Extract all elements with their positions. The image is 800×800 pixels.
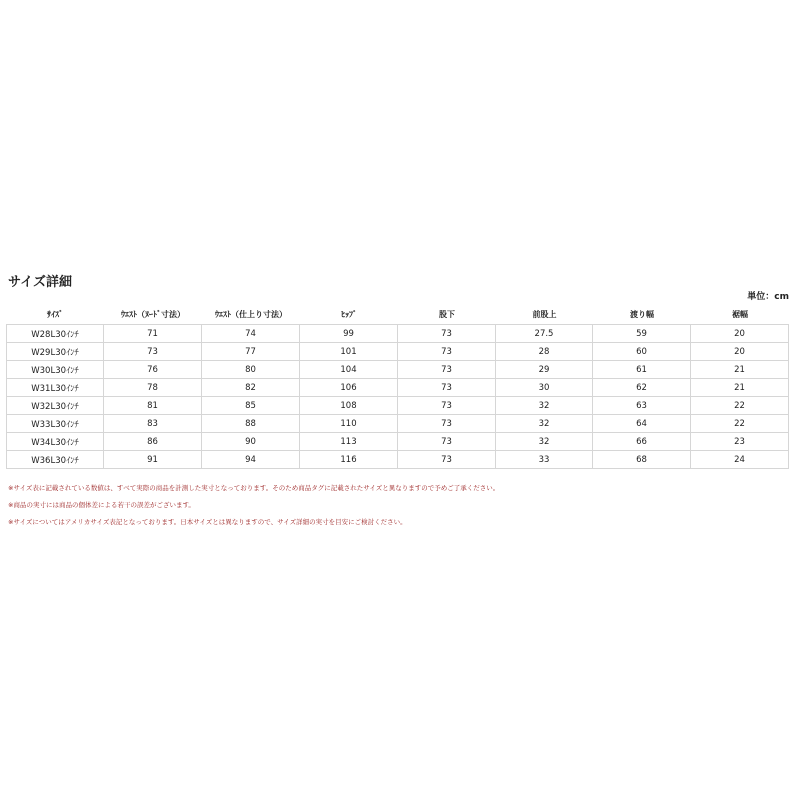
cell-hem-width: 22 (691, 397, 789, 415)
cell-thigh-width: 68 (593, 451, 691, 469)
header-inseam: 股下 (439, 309, 455, 319)
cell-inseam: 73 (398, 397, 496, 415)
cell-hem-width: 24 (691, 451, 789, 469)
cell-hip: 113 (300, 433, 398, 451)
cell-waist-finished: 90 (202, 433, 300, 451)
note-individual-difference: ※商品の実寸には商品の個体差による若干の誤差がございます。 (8, 501, 195, 509)
header-thigh-width: 渡り幅 (630, 309, 654, 319)
table-row (6, 343, 789, 361)
cell-hip: 104 (300, 361, 398, 379)
cell-thigh-width: 60 (593, 343, 691, 361)
cell-hip: 108 (300, 397, 398, 415)
cell-hem-width: 21 (691, 379, 789, 397)
table-row (6, 433, 789, 451)
cell-waist-nude: 81 (104, 397, 202, 415)
cell-hip: 101 (300, 343, 398, 361)
cell-waist-finished: 77 (202, 343, 300, 361)
cell-inseam: 73 (398, 433, 496, 451)
header-waist-finished: ｳｴｽﾄ（仕上り寸法） (215, 309, 287, 319)
header-hem-width: 裾幅 (732, 309, 748, 319)
section-title: サイズ詳細 (8, 275, 72, 290)
cell-waist-nude: 86 (104, 433, 202, 451)
table-row (6, 361, 789, 379)
cell-hip: 110 (300, 415, 398, 433)
cell-hip: 106 (300, 379, 398, 397)
cell-hem-width: 23 (691, 433, 789, 451)
cell-front-rise: 27.5 (496, 324, 593, 343)
cell-waist-nude: 91 (104, 451, 202, 469)
size-table (6, 304, 789, 469)
cell-inseam: 73 (398, 451, 496, 469)
table-header-row (6, 304, 789, 324)
cell-waist-nude: 71 (104, 324, 202, 343)
cell-front-rise: 30 (496, 379, 593, 397)
cell-hem-width: 20 (691, 324, 789, 343)
header-size: ｻｲｽﾞ (47, 309, 63, 319)
notes (8, 484, 499, 535)
cell-size: W32L30ｲﾝﾁ (6, 397, 104, 415)
header-hip: ﾋｯﾌﾟ (341, 309, 357, 319)
table-row (6, 451, 789, 469)
header-waist-nude: ｳｴｽﾄ（ﾇｰﾄﾞ寸法） (121, 309, 185, 319)
cell-front-rise: 33 (496, 451, 593, 469)
cell-hip: 99 (300, 324, 398, 343)
cell-front-rise: 32 (496, 415, 593, 433)
cell-waist-finished: 82 (202, 379, 300, 397)
cell-hem-width: 21 (691, 361, 789, 379)
cell-waist-nude: 73 (104, 343, 202, 361)
cell-size: W28L30ｲﾝﾁ (6, 324, 104, 343)
table-row (6, 415, 789, 433)
cell-size: W30L30ｲﾝﾁ (6, 361, 104, 379)
note-us-sizing: ※サイズについてはアメリカサイズ表記となっております。日本サイズとは異なりますので、サイズ詳細の実寸を目安にご検討ください。 (8, 518, 407, 526)
cell-waist-nude: 83 (104, 415, 202, 433)
cell-hem-width: 20 (691, 343, 789, 361)
cell-thigh-width: 66 (593, 433, 691, 451)
cell-thigh-width: 62 (593, 379, 691, 397)
cell-inseam: 73 (398, 361, 496, 379)
table-row (6, 397, 789, 415)
cell-waist-finished: 80 (202, 361, 300, 379)
cell-thigh-width: 59 (593, 324, 691, 343)
cell-hip: 116 (300, 451, 398, 469)
cell-inseam: 73 (398, 415, 496, 433)
cell-front-rise: 29 (496, 361, 593, 379)
cell-waist-nude: 78 (104, 379, 202, 397)
cell-front-rise: 28 (496, 343, 593, 361)
table-row (6, 324, 789, 343)
cell-size: W33L30ｲﾝﾁ (6, 415, 104, 433)
cell-waist-finished: 85 (202, 397, 300, 415)
cell-size: W34L30ｲﾝﾁ (6, 433, 104, 451)
cell-front-rise: 32 (496, 397, 593, 415)
cell-waist-nude: 76 (104, 361, 202, 379)
table-row (6, 379, 789, 397)
cell-thigh-width: 64 (593, 415, 691, 433)
cell-thigh-width: 63 (593, 397, 691, 415)
cell-front-rise: 32 (496, 433, 593, 451)
cell-inseam: 73 (398, 343, 496, 361)
cell-thigh-width: 61 (593, 361, 691, 379)
cell-waist-finished: 88 (202, 415, 300, 433)
cell-waist-finished: 94 (202, 451, 300, 469)
cell-waist-finished: 74 (202, 324, 300, 343)
cell-inseam: 73 (398, 379, 496, 397)
unit-label: 単位：cm (747, 292, 789, 302)
cell-hem-width: 22 (691, 415, 789, 433)
header-front-rise: 前股上 (532, 309, 557, 319)
cell-size: W29L30ｲﾝﾁ (6, 343, 104, 361)
cell-size: W36L30ｲﾝﾁ (6, 451, 104, 469)
cell-size: W31L30ｲﾝﾁ (6, 379, 104, 397)
cell-inseam: 73 (398, 324, 496, 343)
note-measurement: ※サイズ表に記載されている数値は、すべて実際の商品を計測した実寸となっております。そのため商品タグに記載されたサイズと異なりますので予めご了承ください。 (8, 484, 500, 492)
